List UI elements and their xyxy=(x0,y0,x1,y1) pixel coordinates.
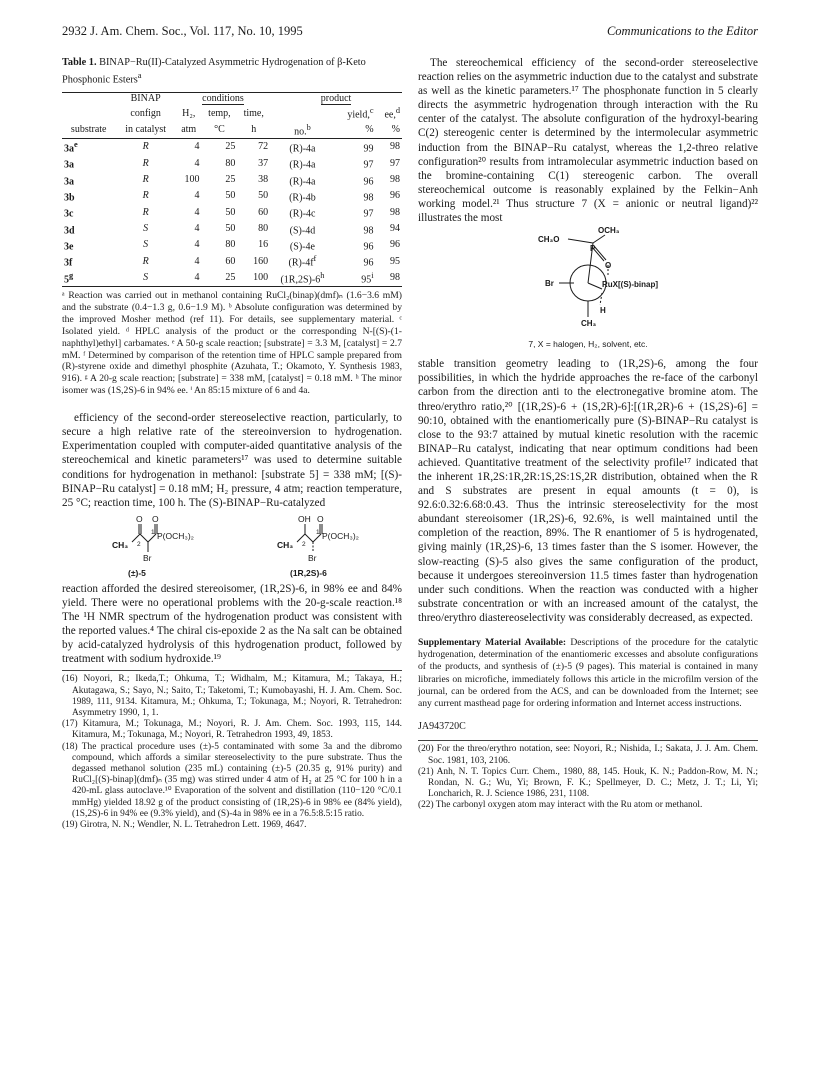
cell-h2: 4 xyxy=(194,222,200,234)
atom-br: Br xyxy=(308,552,317,563)
table-row xyxy=(62,270,402,287)
cell-product: (S)-4d xyxy=(289,225,316,237)
cell-h2: 4 xyxy=(194,190,200,202)
cell-config: R xyxy=(142,206,149,218)
cell-substrate: 3a xyxy=(64,159,74,171)
table-row xyxy=(62,237,402,253)
cell-ee: 97 xyxy=(390,157,400,169)
atom-o: O xyxy=(317,513,324,524)
cell-h2: 4 xyxy=(194,206,200,218)
scheme-substrate-product xyxy=(62,510,402,578)
cell-yield: 98 xyxy=(363,225,374,237)
supplementary-text: Descriptions of the procedure for the catalytic hydrogenation, determination of the enantiomeric excesses and absolute configurations of the products, and synthesis of (±)-5 (9 pages). This material is contained in many libraries on microfiche, immediately follows this article in the microfilm version of the journal, can be ordered from the ACS, and can be downloaded from the Internet; see any current masthead page for ordering information and Internet access instructions. xyxy=(418,637,758,710)
atom-br: Br xyxy=(545,279,554,289)
col-yield-top: yield, xyxy=(347,109,370,121)
cell-time: 72 xyxy=(258,141,269,153)
table-row xyxy=(62,188,402,204)
atom-o: O xyxy=(605,261,612,271)
reference-item: (21) Anh, N. T. Topics Curr. Chem., 1980, 88, 145. Houk, K. N.; Paddon-Row, M. N.; Rondan, N. G.; Wu, Yi; Brown, F. K.; Spellmeyer, D. C.; Metz, J. T.; Li, Yi; Loncharich, R. J. Science 1986, 231, 1108. xyxy=(418,766,758,800)
cell-temp: 60 xyxy=(225,255,236,267)
col-no: no. xyxy=(294,126,307,138)
compound-label-6: (1R,2S)-6 xyxy=(290,567,327,578)
col-h2-bot: atm xyxy=(176,122,202,139)
table-caption xyxy=(62,56,402,86)
journal-citation: 2932 J. Am. Chem. Soc., Vol. 117, No. 10, 1995 xyxy=(62,24,303,38)
cell-product: (R)-4b xyxy=(289,192,316,204)
cell-yield: 98 xyxy=(363,192,374,204)
cell-ee: 98 xyxy=(390,141,400,153)
cell-temp: 50 xyxy=(225,222,236,234)
cell-temp: 25 xyxy=(225,173,236,185)
cell-product: (R)-4a xyxy=(289,176,316,188)
group-phosphonate: P(OCH₃)₂ xyxy=(157,530,194,541)
table-title-mark: a xyxy=(137,70,142,80)
cell-product: (R)-4a xyxy=(289,159,316,171)
cell-h2: 4 xyxy=(194,141,200,153)
cell-yield: 96 xyxy=(363,176,374,188)
table-header-row xyxy=(62,122,402,139)
cell-product: (S)-4e xyxy=(289,241,315,253)
col-binap-bot: in catalyst xyxy=(115,122,176,139)
cell-product: (1R,2S)-6 xyxy=(280,274,321,286)
group-ru-catalyst: RuX[(S)-binap] xyxy=(602,280,658,290)
reference-item: (17) Kitamura, M.; Tokunaga, M.; Noyori, R. J. Am. Chem. Soc. 1993, 115, 144. Kitamura, M.; Tokunaga, M.; Noyori, R. Tetrahedron 1993, 49, 1853. xyxy=(62,719,402,741)
cell-yield: 95 xyxy=(361,274,372,286)
reference-item: (16) Noyori, R.; Ikeda,T.; Ohkuma, T.; Widhalm, M.; Kitamura, M.; Takaya, H.; Akutagawa, S.; Sayo, N.; Saito, T.; Taketomi, T.; Kumobayashi, H. J. Am. Chem. Soc. 1989, 111, 9134. Kitamura, M.; Ohkuma, T.; Tokunaga, M.; Noyori, R. Tetrahedron: Asymmetry 1990, 1, 1. xyxy=(62,674,402,719)
cell-config: S xyxy=(143,239,149,251)
locant-2: 2 xyxy=(137,540,141,548)
cell-yield: 99 xyxy=(363,143,374,155)
table-body xyxy=(62,139,402,287)
table-row xyxy=(62,172,402,188)
cell-config: R xyxy=(142,157,149,169)
col-binap-top: BINAP xyxy=(115,93,176,106)
page-header xyxy=(62,24,758,42)
table-header-row xyxy=(62,93,402,106)
article-id: JA943720C xyxy=(418,721,466,733)
cell-substrate-mark: g xyxy=(69,270,74,280)
atom-h: H xyxy=(600,306,606,316)
cell-config: R xyxy=(142,190,149,202)
col-ee-top: ee, xyxy=(384,109,396,121)
group-product: product xyxy=(320,93,352,105)
right-column xyxy=(418,56,758,812)
cell-temp: 25 xyxy=(225,141,236,153)
col-no-mark: b xyxy=(306,122,311,132)
cell-h2: 4 xyxy=(194,157,200,169)
table-footnotes: ᵃ Reaction was carried out in methanol containing RuCl₂(binap)(dmf)ₙ (1.6−3.6 mM) and the substrate (0.4−1.3 g, 0.6−1.9 M). ᵇ Absolute configuration was determined by the improved Mosher method (ref 11). For details, see supplementary material. ᶜ Isolated yield. ᵈ HPLC analysis of the product or the corresponding N-[(S)-(1-naphthyl)ethyl] carbamates. ᵉ A 50-g scale reaction; [substrate] = 3.3 M, [catalyst] = 2.7 mM. ᶠ Determined by comparison of the retention time of HPLC sample prepared from (R)-styrene oxide and dimethyl phosphite (Azuhata, T.; Okamoto, Y. Synthesis 1983, 916). ᵍ A 20-g scale reaction; [substrate] = 338 mM, [catalyst] = 0.18 mM. ʰ The minor isomer was (1S,2S)-6 in 94% ee. ⁱ An 85:15 mixture of 6 and 4a. xyxy=(62,290,402,397)
group-methoxy: OCH₃ xyxy=(598,226,620,236)
cell-substrate: 3a xyxy=(64,143,74,155)
cell-config: R xyxy=(142,173,149,185)
cell-h2: 100 xyxy=(184,173,200,185)
cell-temp: 50 xyxy=(225,190,236,202)
col-binap-mid: confign xyxy=(130,107,161,119)
cell-product-mark: f xyxy=(313,254,317,264)
cell-time: 160 xyxy=(253,255,269,267)
col-time-bot: h xyxy=(237,122,270,139)
reference-item: (18) The practical procedure uses (±)-5 contaminated with some 3a and the dibromo compound, which affords a similar stereoselectivity to the pure substrate. Thus the degassed methanol solution (235 mL) containing (±)-5 (20.35 g, 91% purity) and RuCl₂[(S)-binap](dmf)ₙ (35 mg) was stirred under 4 atm of H₂ at 25 °C for 100 h in a 420-mL glass autoclave.¹⁰ Evaporation of the solvent and distillation (110−120 °C/0.1 mmHg) yielded 18.92 g of the product consisting of (1R,2S)-6 in 98% ee (84% yield), (1S,2S)-6 in 94% ee (9.3% yield), and (S)-4a in 98% ee in a 76.5:8.5:15 ratio. xyxy=(62,741,402,819)
cell-temp: 80 xyxy=(225,239,236,251)
cell-yield-mark: i xyxy=(371,270,374,280)
group-phosphonate: P(OCH₃)₂ xyxy=(322,530,359,541)
cell-ee: 95 xyxy=(390,255,400,267)
scheme-caption: 7, X = halogen, H₂, solvent, etc. xyxy=(528,339,648,350)
left-column xyxy=(62,56,402,831)
cell-ee: 96 xyxy=(390,239,400,251)
col-temp-bot: °C xyxy=(202,122,238,139)
references-right xyxy=(418,740,758,811)
group-methoxy: CH₃O xyxy=(538,235,560,245)
cell-product: (R)-4f xyxy=(288,257,314,269)
cell-substrate: 3f xyxy=(64,257,73,269)
cell-product: (R)-4a xyxy=(289,143,316,155)
atom-br: Br xyxy=(143,552,152,563)
cell-product: (R)-4c xyxy=(289,208,316,220)
col-ee-bot: % xyxy=(376,122,402,139)
col-time-top: time, xyxy=(243,107,264,119)
table-row xyxy=(62,139,402,156)
atom-o: O xyxy=(136,513,143,524)
cell-h2: 4 xyxy=(194,255,200,267)
body-paragraph: The stereochemical efficiency of the second-order stereoselective reaction relies on the asymmetric induction due to the catalyst and substrate as well as the kinetic parameters.¹⁷ The phosphonate function in 5 clearly directs the asymmetric hydrogenation through interaction with the Ru center of the catalyst. The absolute configuration of the hydroxyl-bearing C(2) stereogenic center is determined by the intermolecular asymmetric induction from the BINAP−Ru catalyst, whereas the 1,2-threo relative configuration²⁰ results from intramolecular asymmetric induction based on the bromine-containing C(1) stereogenic carbon. The overall stereochemical outcome is reasonably explained by the Felkin−Anh working model.²¹ Thus structure 7 (X = anionic or neutral ligand)²² illustrates the most xyxy=(418,57,758,225)
cell-time: 60 xyxy=(258,206,269,218)
cell-time: 38 xyxy=(258,173,269,185)
supplementary-material xyxy=(418,637,758,710)
section-title: Communications to the Editor xyxy=(606,24,758,38)
locant-1: 1 xyxy=(151,528,155,536)
cell-time: 37 xyxy=(258,157,269,169)
table-row xyxy=(62,204,402,220)
cell-ee: 98 xyxy=(390,206,400,218)
cell-config: S xyxy=(143,271,149,283)
col-yield-mark: c xyxy=(369,106,374,116)
cell-substrate: 3c xyxy=(64,208,74,220)
cell-temp: 25 xyxy=(225,271,236,283)
body-paragraph: reaction afforded the desired stereoisomer, (1R,2S)-6, in 98% ee and 84% yield. There were no operational problems with the 20-g-scale reaction.¹⁸ The ¹H NMR spectrum of the hydrogenation product was consistent with the reported values.⁴ The chiral cis-epoxide 2 as the Na salt can be obtained by acid-catalyzed hydrolysis of this hydrogenation product, followed by treatment with sodium hydroxide.¹⁹ xyxy=(62,582,402,666)
table-row xyxy=(62,221,402,237)
cell-time: 80 xyxy=(258,222,269,234)
cell-ee: 98 xyxy=(390,173,400,185)
group-hydroxyl: OH xyxy=(298,513,311,524)
table-title: BINAP−Ru(II)-Catalyzed Asymmetric Hydrogenation of β-Keto Phosphonic Esters xyxy=(62,57,366,86)
cell-yield: 96 xyxy=(363,257,374,269)
cell-yield: 96 xyxy=(363,241,374,253)
locant-2: 2 xyxy=(302,540,306,548)
atom-o: O xyxy=(152,513,159,524)
compound-label-5: (±)-5 xyxy=(128,567,146,578)
supplementary-heading: Supplementary Material Available: xyxy=(418,637,567,648)
cell-product-mark: h xyxy=(320,270,325,280)
cell-substrate: 3d xyxy=(64,225,75,237)
cell-yield: 97 xyxy=(363,159,374,171)
cell-h2: 4 xyxy=(194,271,200,283)
body-paragraph: efficiency of the second-order stereoselective reaction, particularly, to secure a high relative rate of the stereoinversion to hydrogenation. Experimentation coupled with computer-aided quantitative analysis of the stereochemical and kinetic parameters¹⁷ was used to determine suitable conditions for hydrogenation in methanol: [substrate 5] = 338 mM; [(S)-BINAP−Ru catalyst] = 0.18 mM; H₂ pressure, 4 atm; reaction temperature, 25 °C; reaction time, 100 h. The (S)-BINAP−Ru-catalyzed xyxy=(62,412,402,509)
col-h2-top: H₂, xyxy=(182,107,196,119)
cell-ee: 94 xyxy=(390,222,400,234)
table-label: Table 1. xyxy=(62,57,97,68)
table-header-row xyxy=(62,105,402,121)
cell-substrate: 3b xyxy=(64,192,75,204)
reference-item: (20) For the threo/erythro notation, see: Noyori, R.; Nishida, I.; Sakata, J. J. Am. Chem. Soc. 1981, 103, 2106. xyxy=(418,744,758,766)
cell-time: 50 xyxy=(258,190,269,202)
group-conditions: conditions xyxy=(202,93,244,105)
col-yield-bot: % xyxy=(335,122,376,139)
cell-substrate-mark: e xyxy=(74,140,78,150)
scheme-transition-state xyxy=(418,225,758,337)
results-table xyxy=(62,92,402,287)
cell-config: R xyxy=(142,141,149,153)
group-methyl: CH₃ xyxy=(581,319,597,329)
table-row xyxy=(62,253,402,269)
cell-substrate: 5 xyxy=(64,274,69,286)
body-paragraph: stable transition geometry leading to (1R,2S)-6, among the four possibilities, in which the hydride approaches the re-face of the carbonyl carbon from the direction anti to the electronegative bromine atom. The threo/erythro ratio,²⁰ [(1R,2S)-6 + (1S,2R)-6]:[(1R,2R)-6 + (1S,2S)-6] = 90:10, obtained with the enantiomerically pure (S)-BINAP−Ru catalyst is close to the 93:7 attained by mutual kinetic resolution with the racemic BINAP−Ru catalyst, indicating that near optimum conditions had been achieved. Quantitative treatment of the selectivity profile¹⁷ indicated that the inherent 1R,2S:1R,2R:1S,2S:1S,2R distribution, obtained when the R and S substrates are present in equal amounts (t = 0), is 92.6:0.32:6.68:0.43. Thus the intrinsic stereoselectivity for the most abundant stereoisomer (1R,2S)-6, 92.6%, is well maintained until the completion of the reaction, 89%. The R enantiomer of 5 is hydrogenated, giving mainly (1R,2S)-6, 13 times faster than the S isomer. However, the slow-reacting (S)-5 also gives the same configuration of the product, because it undergoes stereoinversion 11.5 times faster than hydrogenation under such conditions. When the reaction was conducted with a higher substrate concentration or with an increased amount of the catalyst, the threo/erythro diastereoselectivity was considerably decreased, as expected. xyxy=(418,358,758,624)
atom-p: P xyxy=(590,244,596,254)
col-ee-mark: d xyxy=(395,106,400,116)
col-substrate: substrate xyxy=(62,122,115,139)
reference-item: (22) The carbonyl oxygen atom may interact with the Ru atom or methanol. xyxy=(418,800,703,811)
cell-temp: 50 xyxy=(225,206,236,218)
cell-h2: 4 xyxy=(194,239,200,251)
cell-ee: 98 xyxy=(390,271,400,283)
group-methyl: CH₃ xyxy=(112,539,129,550)
cell-substrate: 3a xyxy=(64,176,74,188)
cell-substrate: 3e xyxy=(64,241,74,253)
table-row xyxy=(62,155,402,171)
locant-1: 1 xyxy=(316,528,320,536)
reference-item: (19) Girotra, N. N.; Wendler, N. L. Tetrahedron Lett. 1969, 4647. xyxy=(62,820,307,831)
cell-time: 100 xyxy=(253,271,269,283)
cell-yield: 97 xyxy=(363,208,374,220)
col-temp-top: temp, xyxy=(208,107,231,119)
cell-ee: 96 xyxy=(390,190,400,202)
cell-time: 16 xyxy=(258,239,269,251)
cell-config: S xyxy=(143,222,149,234)
group-methyl: CH₃ xyxy=(277,539,294,550)
cell-temp: 80 xyxy=(225,157,236,169)
references-left xyxy=(62,670,402,831)
cell-config: R xyxy=(142,255,149,267)
